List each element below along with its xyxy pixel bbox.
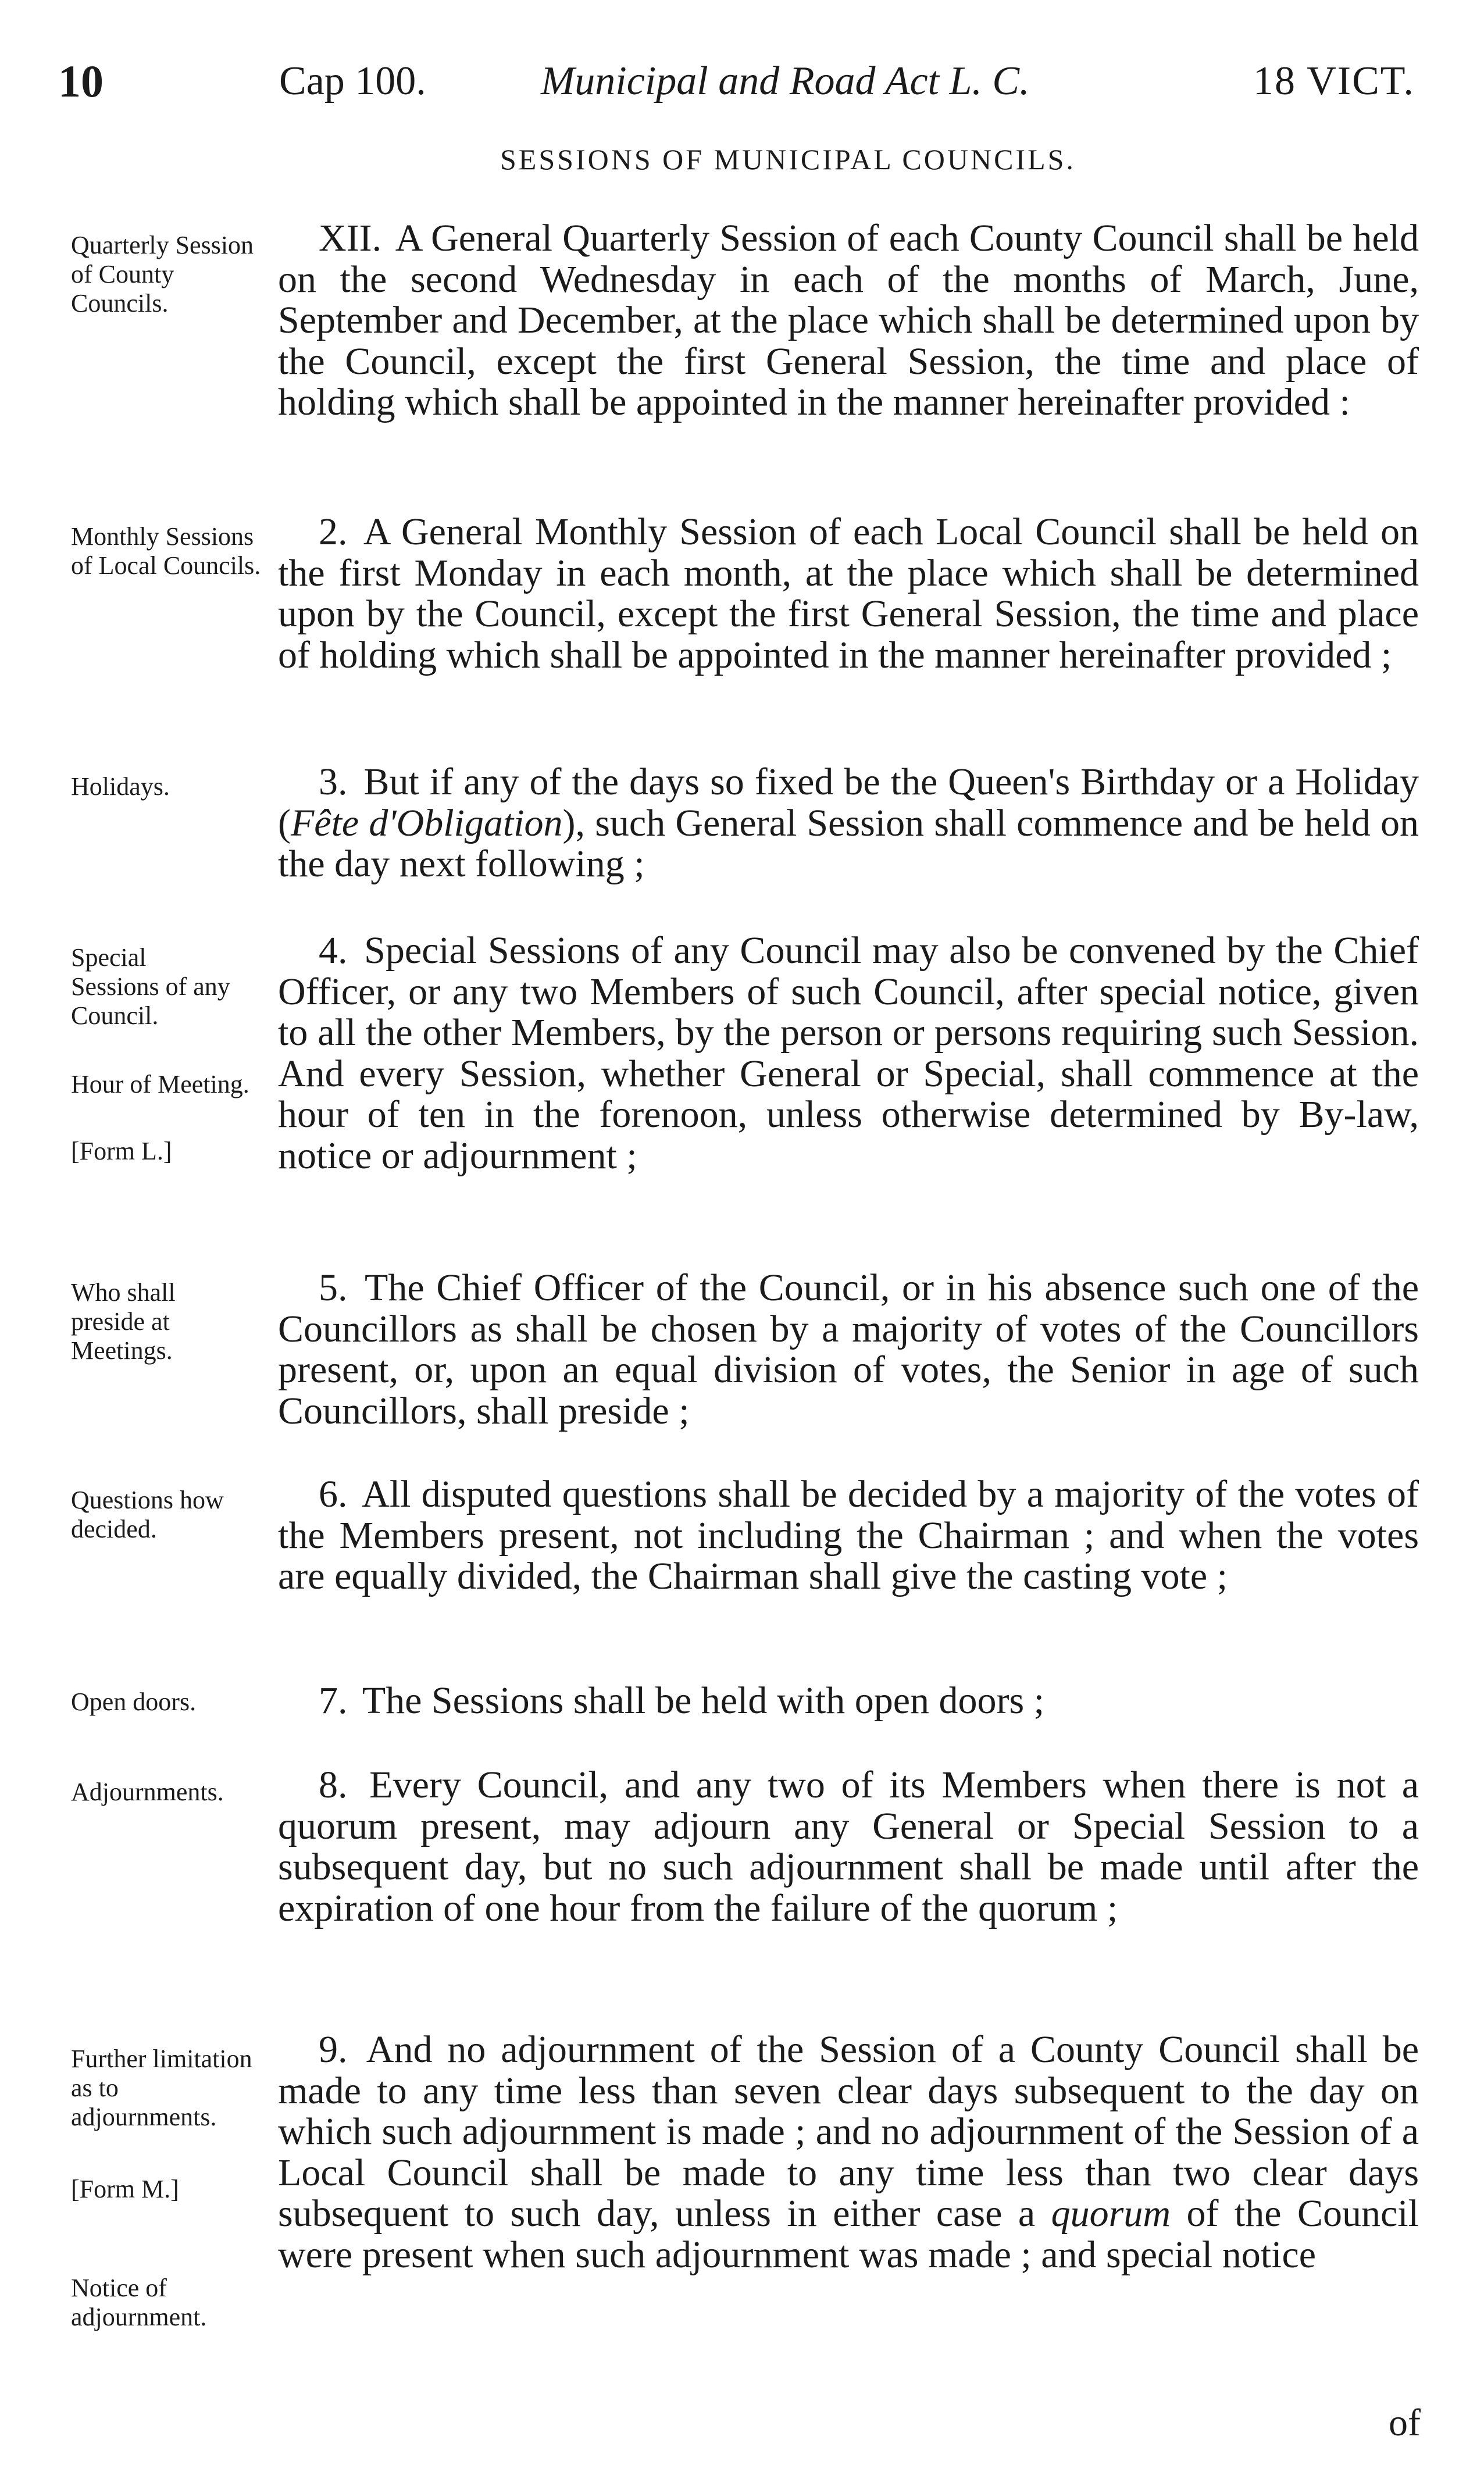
margin-note: Quarterly Session of County Councils. bbox=[71, 231, 254, 317]
clause-text bbox=[278, 762, 1419, 885]
clause-text bbox=[278, 512, 1419, 676]
clause-text bbox=[278, 930, 1419, 1176]
clause-italic: quorum bbox=[1051, 2192, 1171, 2235]
catchword: of bbox=[1389, 2402, 1421, 2444]
margin-note: Further limitation as to adjournments. bbox=[71, 2045, 252, 2131]
clause-body: A General Quarterly Session of each County Council shall be held on the second Wednesday in each of the months of March, June, September and December, at the place which shall be determined upon by the Council, except the first General Session, the time and place of holding which shall be appointed in the manner hereinafter provided : bbox=[278, 217, 1419, 423]
clause-number: 7. bbox=[319, 1679, 348, 1722]
clause-number: 2. bbox=[319, 511, 348, 553]
margin-note: Who shall preside at Meetings. bbox=[71, 1278, 176, 1365]
clause-text bbox=[278, 1765, 1419, 1929]
clause-text bbox=[278, 1474, 1419, 1597]
page-number: 10 bbox=[58, 56, 104, 106]
clause-body: And no adjournment of the Session of a County Council shall be made to any time less than seven clear days subsequent to the day on which such adjournment is made ; and no adjournment of the Session of a Local Council shall be made to any time less than two clear days subsequent to such day, unless in either case a bbox=[278, 2028, 1419, 2235]
clause-body: Every Council, and any two of its Members when there is not a quorum present, may adjourn any General or Special Session to a subsequent day, but no such adjournment shall be made until after the expiration of one hour from the failure of the quorum ; bbox=[278, 1764, 1419, 1929]
margin-note-notice: Notice of adjournment. bbox=[71, 2274, 207, 2331]
section-heading: SESSIONS OF MUNICIPAL COUNCILS. bbox=[500, 143, 1076, 176]
clause-body: All disputed questions shall be decided by a majority of the votes of the Members present, not including the Chairman ; and when the votes are equally divided, the Chairman shall give the casting vote ; bbox=[278, 1473, 1419, 1597]
margin-note: Monthly Sessions of Local Councils. bbox=[71, 522, 261, 580]
running-title: Municipal and Road Act L. C. bbox=[541, 59, 1030, 104]
margin-note: Holidays. bbox=[71, 772, 170, 801]
clause-italic: Fête d'Obligation bbox=[290, 801, 563, 844]
margin-note-hour: Hour of Meeting. bbox=[71, 1070, 249, 1098]
clause-body: A General Monthly Session of each Local Council shall be held on the first Monday in each month, at the place which shall be determined upon by the Council, except the first General Session, the time and place of holding which shall be appointed in the manner hereinafter provided ; bbox=[278, 511, 1419, 676]
clause-number: XII. bbox=[319, 217, 382, 259]
clause-number: 5. bbox=[319, 1267, 348, 1309]
clause-number: 4. bbox=[319, 929, 348, 972]
form-reference: [Form M.] bbox=[71, 2175, 179, 2203]
chapter-reference: Cap 100. bbox=[279, 59, 426, 104]
clause-text bbox=[278, 1681, 1419, 1722]
clause-number: 3. bbox=[319, 761, 348, 803]
clause-body-cont: ), such General Session shall commence and be held on the day next following ; bbox=[278, 801, 1419, 885]
clause-number: 9. bbox=[319, 2028, 348, 2071]
clause-body: But if any of the days so fixed be the Queen's Birthday or a Holiday ( bbox=[278, 761, 1419, 844]
clause-text bbox=[278, 1268, 1419, 1432]
margin-note: Questions how decided. bbox=[71, 1486, 224, 1543]
form-reference: [Form L.] bbox=[71, 1137, 172, 1165]
clause-body: The Chief Officer of the Council, or in his absence such one of the Councillors as shall be chosen by a majority of votes of the Councillors present, or, upon an equal division of votes, the Senior in age of such Councillors, shall preside ; bbox=[278, 1267, 1419, 1432]
clause-body: The Sessions shall be held with open doors ; bbox=[362, 1679, 1045, 1722]
margin-note: Adjournments. bbox=[71, 1778, 224, 1806]
clause-number: 8. bbox=[319, 1764, 348, 1806]
margin-note: Open doors. bbox=[71, 1688, 197, 1716]
clause-body: Special Sessions of any Council may also be convened by the Chief Officer, or any two Members of such Council, after special notice, given to all the other Members, by the person or persons requiring such Session. And every Session, whether General or Special, shall commence at the hour of ten in the forenoon, unless otherwise determined by By-law, notice or adjournment ; bbox=[278, 929, 1419, 1177]
margin-note: Special Sessions of any Council. bbox=[71, 943, 230, 1030]
clause-text bbox=[278, 218, 1419, 423]
clause-body-cont: of the Council were present when such adjournment was made ; and special notice bbox=[278, 2192, 1419, 2276]
clause-text bbox=[278, 2029, 1419, 2275]
regnal-year: 18 VICT. bbox=[1253, 59, 1415, 104]
clause-number: 6. bbox=[319, 1473, 348, 1515]
